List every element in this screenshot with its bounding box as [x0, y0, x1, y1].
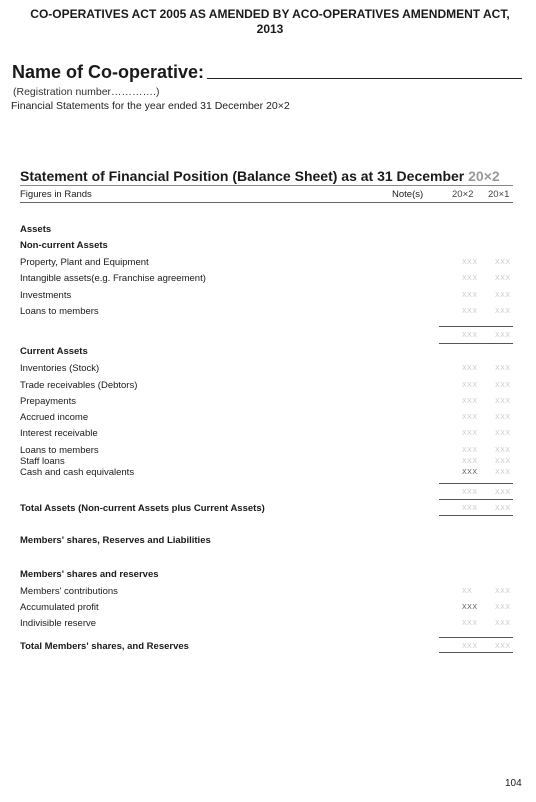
table-row	[20, 617, 513, 630]
value-current-year: XXX	[462, 447, 478, 454]
row-label: Interest receivable	[20, 428, 98, 439]
subtotal-rule	[439, 483, 513, 484]
value-current-year: XXX	[462, 469, 478, 476]
table-row	[20, 502, 513, 515]
row-label: Loans to members	[20, 445, 99, 456]
value-current-year: XXX	[462, 275, 478, 282]
value-prior-year: XXX	[495, 489, 511, 496]
header-notes: Note(s)	[392, 189, 424, 200]
header-figures-label: Figures in Rands	[20, 189, 92, 200]
subtotal-rule	[439, 652, 513, 653]
value-prior-year: XXX	[495, 469, 511, 476]
value-prior-year: XXX	[495, 414, 511, 421]
value-current-year: XXX	[462, 458, 478, 465]
table-row	[20, 329, 513, 342]
act-title: CO-OPERATIVES ACT 2005 AS AMENDED BY ACO-OPERATIVES AMENDMENT ACT, 2013	[30, 7, 510, 36]
value-current-year: XXX	[462, 414, 478, 421]
value-prior-year: XXX	[495, 382, 511, 389]
table-row	[20, 585, 513, 598]
value-current-year: XXX	[462, 505, 478, 512]
row-label: Staff loans	[20, 456, 65, 467]
table-row	[20, 223, 513, 236]
value-current-year: XXX	[462, 259, 478, 266]
value-prior-year: XXX	[495, 332, 511, 339]
value-prior-year: XXX	[495, 308, 511, 315]
value-prior-year: XXX	[495, 643, 511, 650]
value-current-year: XXX	[462, 398, 478, 405]
value-prior-year: XXX	[495, 275, 511, 282]
table-row	[20, 256, 513, 269]
value-current-year: XXX	[462, 308, 478, 315]
value-prior-year: XXX	[495, 292, 511, 299]
row-label: Members' contributions	[20, 586, 118, 597]
value-prior-year: XXX	[495, 259, 511, 266]
row-label: Accrued income	[20, 412, 89, 423]
value-current-year: XXX	[462, 365, 478, 372]
header-year-current: 20×2	[452, 189, 474, 200]
subtotal-rule	[439, 499, 513, 500]
row-label: Inventories (Stock)	[20, 363, 100, 374]
row-label: Members' shares and reserves	[20, 569, 159, 580]
cooperative-name-blank	[207, 78, 522, 79]
statement-title-year: 20×2	[468, 168, 500, 184]
value-prior-year: XXX	[495, 365, 511, 372]
value-current-year: XXX	[462, 382, 478, 389]
table-row	[20, 486, 513, 499]
table-row	[20, 601, 513, 614]
statement-title	[20, 168, 513, 186]
subtotal-rule	[439, 515, 513, 516]
row-label: Indivisible reserve	[20, 618, 97, 629]
subtotal-rule	[439, 326, 513, 327]
value-current-year: XXX	[462, 292, 478, 299]
value-prior-year: XXX	[495, 458, 511, 465]
value-prior-year: XXX	[495, 620, 511, 627]
registration-number: (Registration number………….)	[13, 86, 160, 98]
row-label: Investments	[20, 290, 72, 301]
cooperative-name-line	[12, 62, 522, 83]
statement-title-text: Statement of Financial Position (Balance Sheet) as at 31 December	[20, 168, 465, 184]
row-label: Cash and cash equivalents	[20, 467, 135, 478]
financial-statements-period: Financial Statements for the year ended 31 December 20×2	[11, 100, 290, 112]
table-row	[20, 362, 513, 375]
table-row	[20, 272, 513, 285]
value-current-year: XXX	[462, 430, 478, 437]
table-row	[20, 395, 513, 408]
header-year-prior: 20×1	[488, 189, 510, 200]
row-label: Current Assets	[20, 346, 88, 357]
table-row	[20, 427, 513, 440]
value-prior-year: XXX	[495, 505, 511, 512]
value-prior-year: XXX	[495, 588, 511, 595]
row-label: Property, Plant and Equipment	[20, 257, 149, 268]
value-prior-year: XXX	[495, 604, 511, 611]
row-label: Members' shares, Reserves and Liabilities	[20, 535, 211, 546]
table-header	[20, 188, 513, 203]
value-current-year: XXX	[462, 604, 478, 611]
table-row	[20, 411, 513, 424]
subtotal-rule	[439, 637, 513, 638]
page-number: 104	[505, 778, 522, 789]
row-label: Trade receivables (Debtors)	[20, 380, 138, 391]
value-prior-year: XXX	[495, 398, 511, 405]
value-current-year: XXX	[462, 643, 478, 650]
value-prior-year: XXX	[495, 447, 511, 454]
row-label: Total Assets (Non-current Assets plus Current Assets)	[20, 503, 265, 514]
row-label: Intangible assets(e.g. Franchise agreement)	[20, 273, 206, 284]
table-row	[20, 379, 513, 392]
row-label: Assets	[20, 224, 52, 235]
table-row	[20, 305, 513, 318]
subtotal-rule	[439, 343, 513, 344]
row-label: Total Members' shares, and Reserves	[20, 641, 189, 652]
value-prior-year: XXX	[495, 430, 511, 437]
row-label: Non-current Assets	[20, 240, 108, 251]
value-current-year: XXX	[462, 489, 478, 496]
row-label: Prepayments	[20, 396, 76, 407]
row-label: Loans to members	[20, 306, 99, 317]
table-row	[20, 534, 513, 547]
value-current-year: XXX	[462, 620, 478, 627]
value-current-year: XXX	[462, 332, 478, 339]
table-row	[20, 289, 513, 302]
row-label: Accumulated profit	[20, 602, 99, 613]
value-current-year: XX	[462, 588, 473, 595]
table-row	[20, 239, 513, 252]
cooperative-name-label: Name of Co-operative:	[12, 62, 205, 82]
table-row	[20, 568, 513, 581]
table-row	[20, 345, 513, 358]
table-row	[20, 466, 513, 479]
